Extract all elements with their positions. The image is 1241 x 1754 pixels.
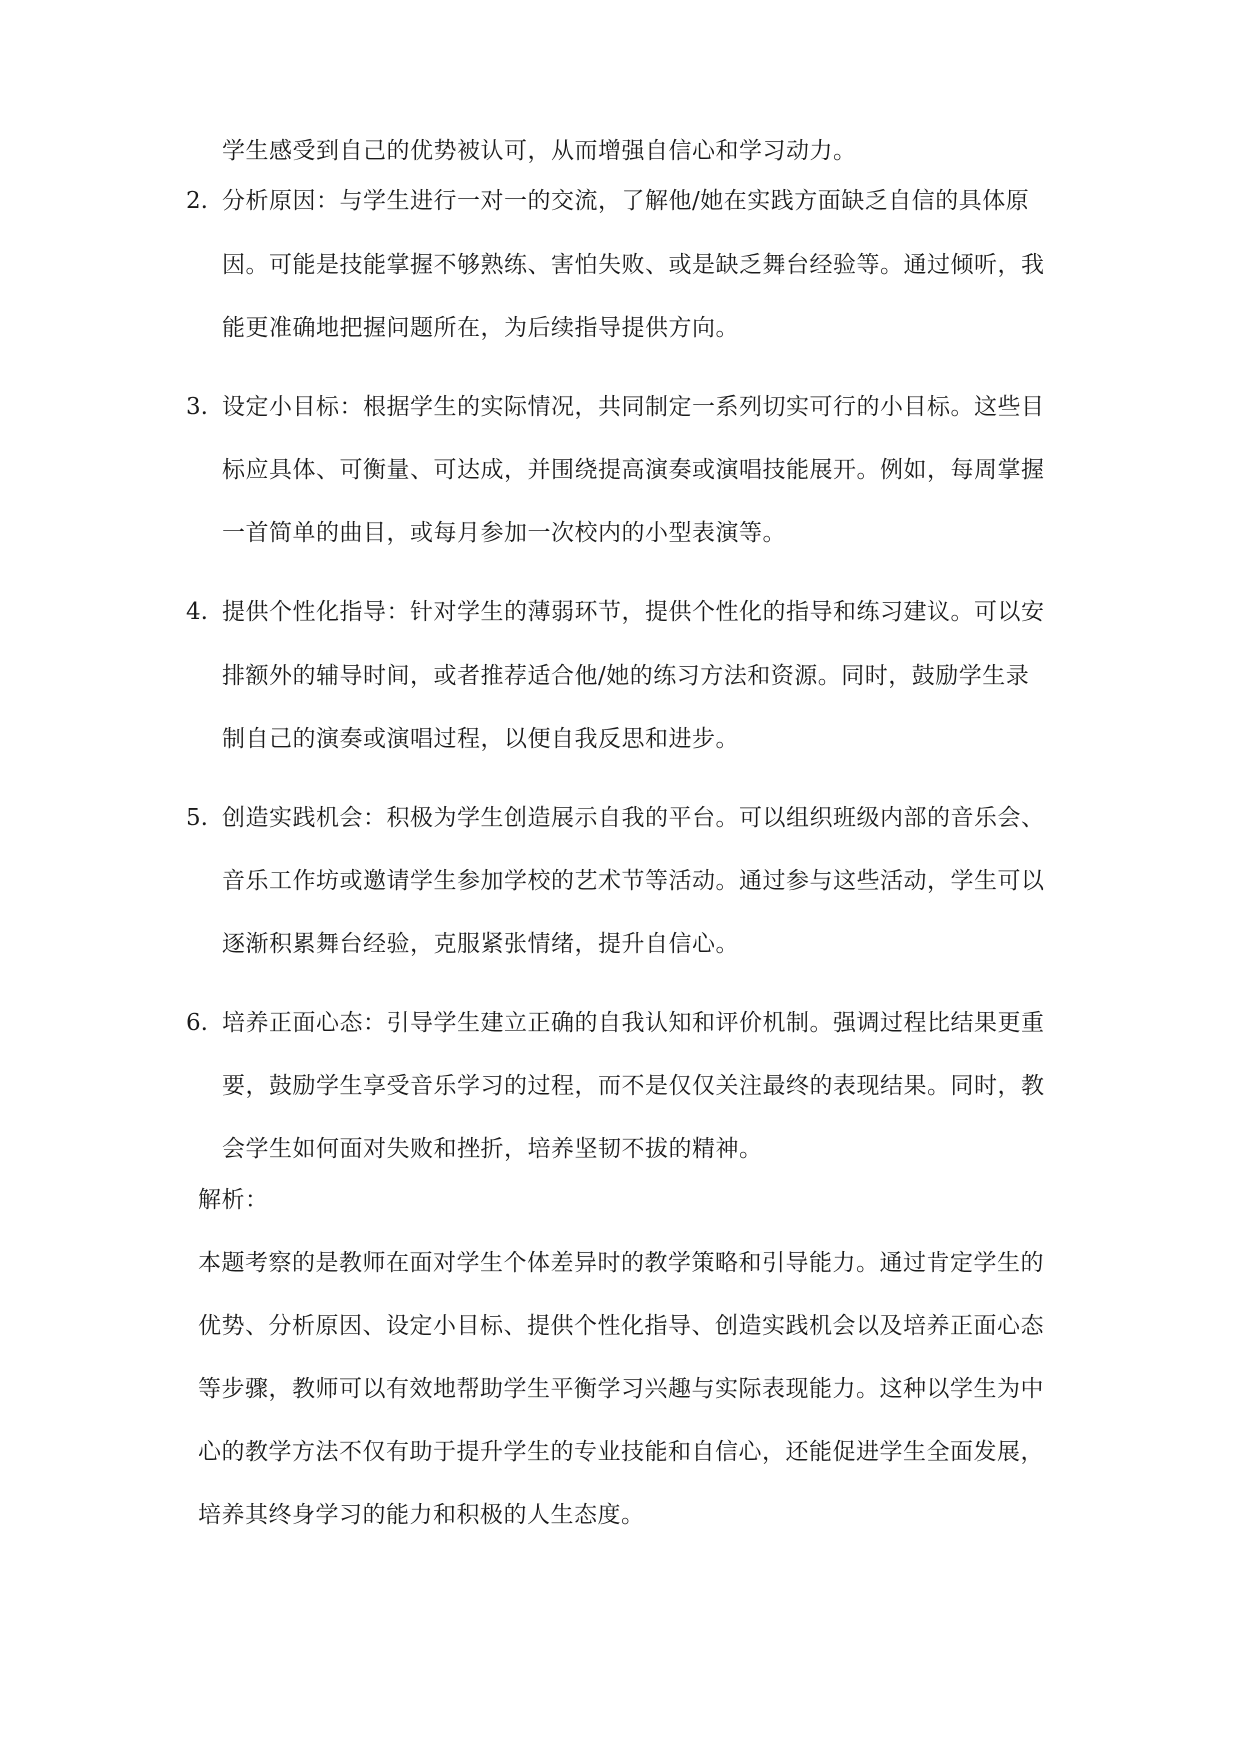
item-3-line-3: 一首简单的曲目，或每月参加一次校内的小型表演等。 [222,520,786,546]
item-6-line-1: 培养正面心态：引导学生建立正确的自我认知和评价机制。强调过程比结果更重 [222,1010,1045,1036]
item-5-line-1: 创造实践机会：积极为学生创造展示自我的平台。可以组织班级内部的音乐会、 [222,805,1045,831]
analysis-line-1: 本题考察的是教师在面对学生个体差异时的教学策略和引导能力。通过肯定学生的 [198,1250,1044,1276]
item-number: 3. [186,394,208,420]
item-2-line-1: 分析原因：与学生进行一对一的交流，了解他/她在实践方面缺乏自信的具体原 [222,188,1030,214]
analysis-line-2: 优势、分析原因、设定小目标、提供个性化指导、创造实践机会以及培养正面心态 [198,1313,1044,1339]
item-6-line-3: 会学生如何面对失败和挫折，培养坚韧不拔的精神。 [222,1136,763,1162]
item-number: 4. [186,599,208,625]
analysis-heading: 解析： [198,1187,269,1213]
item-6-line-2: 要，鼓励学生享受音乐学习的过程，而不是仅仅关注最终的表现结果。同时，教 [222,1073,1045,1099]
item-3-line-1: 设定小目标：根据学生的实际情况，共同制定一系列切实可行的小目标。这些目 [222,394,1045,420]
item-number: 5. [186,805,208,831]
item-5-line-2: 音乐工作坊或邀请学生参加学校的艺术节等活动。通过参与这些活动，学生可以 [222,868,1045,894]
analysis-line-4: 心的教学方法不仅有助于提升学生的专业技能和自信心，还能促进学生全面发展， [198,1439,1044,1465]
item-2-line-2: 因。可能是技能掌握不够熟练、害怕失败、或是缺乏舞台经验等。通过倾听，我 [222,252,1045,278]
item-5-line-3: 逐渐积累舞台经验，克服紧张情绪，提升自信心。 [222,931,739,957]
item-number: 6. [186,1010,208,1036]
item-2-line-3: 能更准确地把握问题所在，为后续指导提供方向。 [222,315,739,341]
item-3-line-2: 标应具体、可衡量、可达成，并围绕提高演奏或演唱技能展开。例如，每周掌握 [222,457,1045,483]
item-4-line-2: 排额外的辅导时间，或者推荐适合他/她的练习方法和资源。同时，鼓励学生录 [222,663,1030,689]
item-1-continuation: 学生感受到自己的优势被认可，从而增强自信心和学习动力。 [222,138,857,164]
analysis-line-5: 培养其终身学习的能力和积极的人生态度。 [198,1502,645,1528]
item-4-line-1: 提供个性化指导：针对学生的薄弱环节，提供个性化的指导和练习建议。可以安 [222,599,1045,625]
item-number: 2. [186,188,208,214]
analysis-line-3: 等步骤，教师可以有效地帮助学生平衡学习兴趣与实际表现能力。这种以学生为中 [198,1376,1044,1402]
item-4-line-3: 制自己的演奏或演唱过程，以便自我反思和进步。 [222,726,739,752]
